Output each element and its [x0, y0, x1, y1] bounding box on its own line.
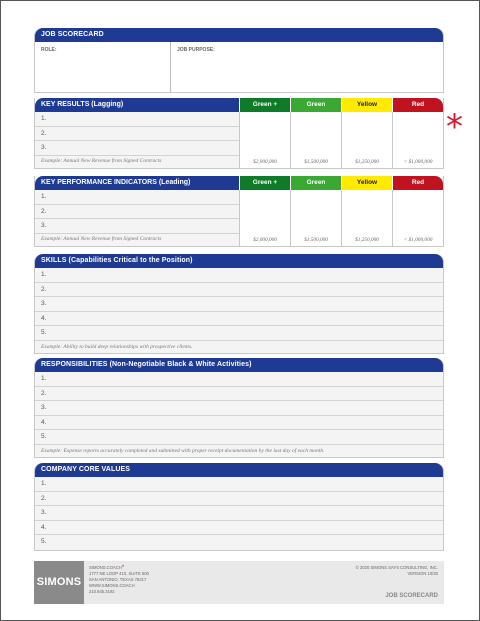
contact-address: 1777 NE LOOP 410, SUITE 600: [89, 571, 149, 576]
skills-example: Example: Ability to build deep relationships with prospective clients.: [41, 343, 193, 350]
job-purpose-label: JOB PURPOSE:: [177, 47, 215, 53]
role-field[interactable]: [35, 42, 171, 92]
asterisk-small-icon: *: [121, 565, 125, 571]
responsibility-line-3[interactable]: 3.: [35, 401, 443, 416]
header-green: Green: [290, 176, 341, 190]
green-column[interactable]: [290, 190, 341, 246]
contact-website[interactable]: WWW.SIMONS.COACH: [89, 583, 135, 588]
key-result-line-1[interactable]: 1.: [35, 112, 239, 127]
skills-section: [34, 254, 444, 354]
example-value-green-plus: $2,000,000: [253, 237, 277, 243]
contact-brand: SIMONS.COACH: [89, 565, 122, 570]
footer-doc-title: JOB SCORECARD: [385, 593, 438, 599]
copyright: © 2020 SIMONS SAYS CONSULTING, INC.: [355, 565, 438, 570]
core-values-section: [34, 463, 444, 551]
yellow-column[interactable]: [341, 190, 392, 246]
job-purpose-field[interactable]: [171, 42, 443, 92]
responsibility-line-2[interactable]: 2.: [35, 387, 443, 402]
skill-line-1[interactable]: 1.: [35, 268, 443, 283]
header-yellow: Yellow: [341, 98, 392, 112]
core-values-title: COMPANY CORE VALUES: [35, 463, 443, 477]
key-results-title: KEY RESULTS (Lagging): [35, 98, 239, 112]
responsibility-line-4[interactable]: 4.: [35, 416, 443, 431]
example-value-green: $1,500,000: [304, 159, 328, 165]
example-value-yellow: $1,250,000: [355, 237, 379, 243]
contact-phone: 210.845.3192: [89, 589, 115, 594]
contact-info: [89, 565, 149, 595]
footer: [34, 561, 444, 604]
example-value-yellow: $1,250,000: [355, 159, 379, 165]
role-label: ROLE:: [41, 47, 57, 53]
header-green-plus: Green +: [239, 176, 290, 190]
green-column[interactable]: [290, 112, 341, 168]
skill-line-5[interactable]: 5.: [35, 326, 443, 341]
example-value-green-plus: $2,000,000: [253, 159, 277, 165]
asterisk-icon: *: [446, 107, 463, 147]
example-value-red: < $1,000,000: [403, 237, 433, 243]
core-value-line-2[interactable]: 2.: [35, 492, 443, 507]
skill-line-3[interactable]: 3.: [35, 297, 443, 312]
job-scorecard-section: [34, 28, 444, 93]
header-green-plus: Green +: [239, 98, 290, 112]
responsibilities-section: [34, 358, 444, 458]
red-column[interactable]: [392, 190, 443, 246]
responsibility-line-5[interactable]: 5.: [35, 430, 443, 445]
green-plus-column[interactable]: [239, 112, 290, 168]
header-red: Red: [392, 98, 443, 112]
yellow-column[interactable]: [341, 112, 392, 168]
job-scorecard-title: JOB SCORECARD: [35, 28, 443, 42]
kpi-line-2[interactable]: 2.: [35, 205, 239, 220]
skill-line-4[interactable]: 4.: [35, 312, 443, 327]
kpi-example: Example: Annual New Revenue from Signed Contracts: [41, 235, 162, 242]
example-value-red: < $1,000,000: [403, 159, 433, 165]
example-value-green: $1,500,000: [304, 237, 328, 243]
simons-logo: SIMONS: [34, 561, 84, 604]
contact-city: SAN ANTONIO, TEXAS 78217: [89, 577, 147, 582]
red-column[interactable]: [392, 112, 443, 168]
responsibility-line-1[interactable]: 1.: [35, 372, 443, 387]
header-yellow: Yellow: [341, 176, 392, 190]
skills-title: SKILLS (Capabilities Critical to the Position): [35, 254, 443, 268]
core-value-line-4[interactable]: 4.: [35, 521, 443, 536]
core-value-line-1[interactable]: 1.: [35, 477, 443, 492]
kpi-line-1[interactable]: 1.: [35, 190, 239, 205]
kpi-line-3[interactable]: 3.: [35, 219, 239, 234]
version: VERSION 10/20: [407, 571, 438, 576]
key-results-example: Example: Annual New Revenue from Signed Contracts: [41, 157, 162, 164]
green-plus-column[interactable]: [239, 190, 290, 246]
header-green: Green: [290, 98, 341, 112]
core-value-line-3[interactable]: 3.: [35, 506, 443, 521]
header-red: Red: [392, 176, 443, 190]
responsibilities-title: RESPONSIBILITIES (Non-Negotiable Black & White Activities): [35, 358, 443, 372]
skill-line-2[interactable]: 2.: [35, 283, 443, 298]
key-result-line-2[interactable]: 2.: [35, 127, 239, 142]
kpi-section: [34, 176, 444, 247]
kpi-title: KEY PERFORMANCE INDICATORS (Leading): [35, 176, 239, 190]
core-value-line-5[interactable]: 5.: [41, 538, 47, 545]
copyright-info: [356, 565, 438, 577]
key-result-line-3[interactable]: 3.: [35, 141, 239, 156]
key-results-section: [34, 98, 444, 169]
responsibilities-example: Example: Expense reports accurately completed and submitted with proper receipt documentation by the last day of each month.: [41, 447, 325, 454]
